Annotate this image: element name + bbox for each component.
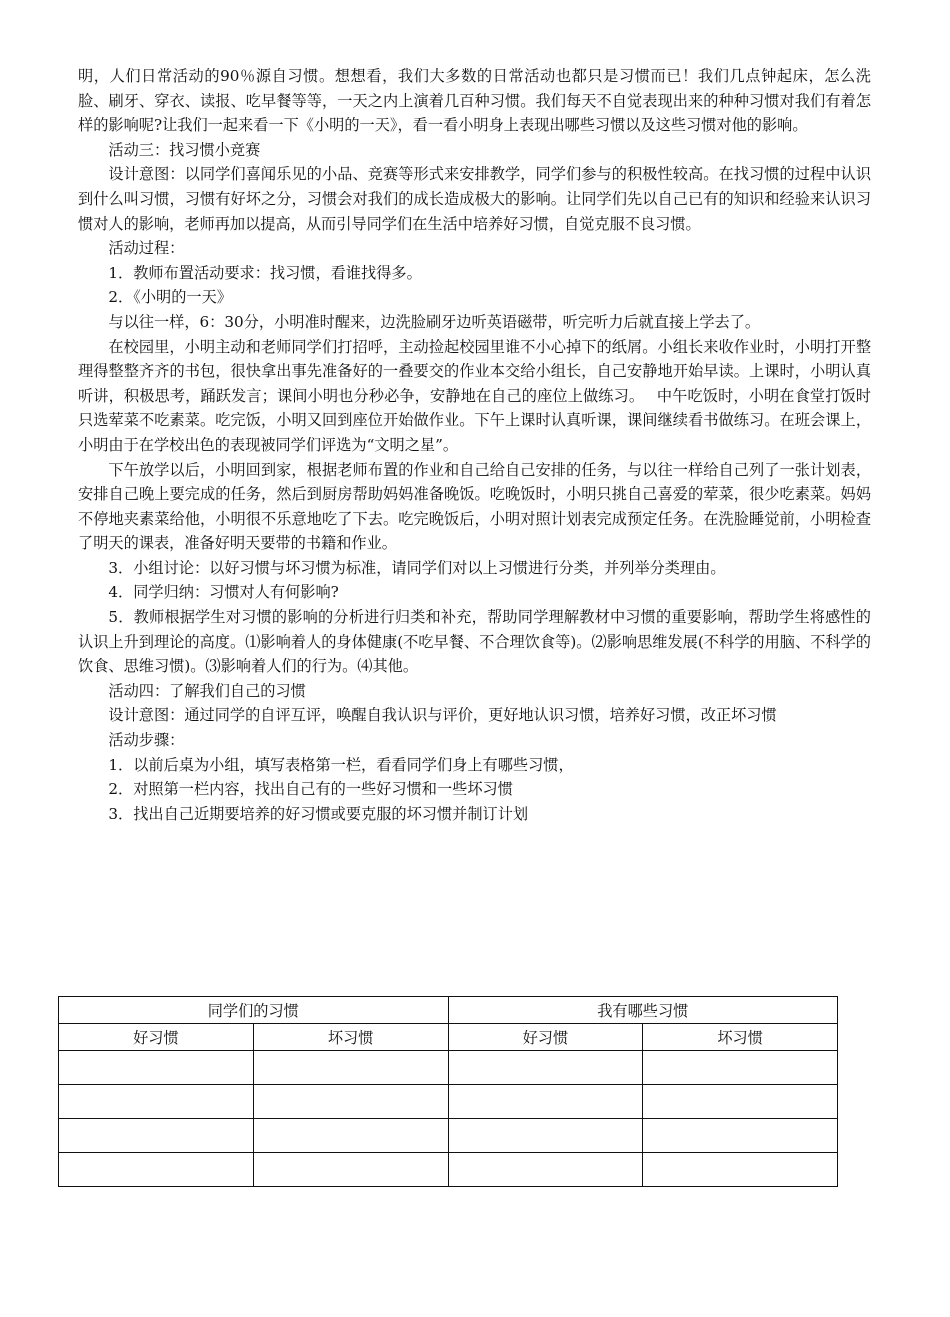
paragraph: 活动步骤： (108, 731, 185, 750)
paragraph: 明，人们日常活动的90％源自习惯。想想看，我们大多数的日常活动也都只是习惯而已！我们几点钟起床，怎么洗脸、刷牙、穿衣、读报、吃早餐等等，一天之内上演着几百种习惯。我们每天不自觉表现出来的种种习惯对我们有着怎样的影响呢?让我们一起来看一下《小明的一天》，看一看小明身上表现出哪些习惯以及这些习惯对他的影响。 (78, 67, 871, 135)
table-cell (253, 1119, 448, 1153)
table-subheader-row (59, 1024, 838, 1051)
table-cell (253, 1051, 448, 1085)
table-subheader: 好习惯 (59, 1024, 254, 1051)
paragraph: 2．《小明的一天》 (108, 288, 232, 307)
paragraph: 活动过程： (108, 239, 185, 258)
table-subheader: 坏习惯 (643, 1024, 838, 1051)
paragraph: 5．教师根据学生对习惯的影响的分析进行归类和补充，帮助同学理解教材中习惯的重要影响，帮助学生将感性的认识上升到理论的高度。⑴影响着人的身体健康(不吃早餐、不合理饮食等)。⑵影响思维发展(不科学的用脑、不科学的饮食、思维习惯)。⑶影响着人们的行为。⑷其他。 (78, 608, 871, 676)
table-cell (643, 1051, 838, 1085)
table-row (59, 1153, 838, 1187)
table-cell (59, 1119, 254, 1153)
paragraph: 2．对照第一栏内容，找出自己有的一些好习惯和一些坏习惯 (108, 780, 513, 799)
table-subheader: 好习惯 (448, 1024, 643, 1051)
table-cell (59, 1085, 254, 1119)
table-cell (448, 1119, 643, 1153)
table-cell (643, 1085, 838, 1119)
table-subheader: 坏习惯 (253, 1024, 448, 1051)
paragraph: 设计意图：通过同学的自评互评，唤醒自我认识与评价，更好地认识习惯，培养好习惯，改正坏习惯 (108, 706, 777, 725)
paragraph: 活动三：找习惯小竞赛 (108, 140, 261, 159)
paragraph: 3．小组讨论：以好习惯与坏习惯为标准，请同学们对以上习惯进行分类，并列举分类理由。 (108, 558, 726, 577)
table-cell (253, 1085, 448, 1119)
table-cell (448, 1051, 643, 1085)
paragraph: 下午放学以后，小明回到家，根据老师布置的作业和自己给自己安排的任务，与以往一样给自己列了一张计划表，安排自己晚上要完成的任务，然后到厨房帮助妈妈准备晚饭。吃晚饭时，小明只挑自己喜爱的荤菜，很少吃素菜。妈妈不停地夹素菜给他，小明很不乐意地吃了下去。吃完晚饭后，小明对照计划表完成预定任务。在洗脸睡觉前，小明检查了明天的课表，准备好明天要带的书籍和作业。 (78, 460, 871, 553)
paragraph: 与以往一样，6：30分，小明准时醒来，边洗脸刷牙边听英语磁带，听完听力后就直接上学去了。 (108, 312, 761, 331)
paragraph: 4．同学归纳：习惯对人有何影响? (108, 583, 339, 602)
paragraph: 1．以前后桌为小组，填写表格第一栏，看看同学们身上有哪些习惯， (108, 755, 574, 774)
paragraph: 活动四：了解我们自己的习惯 (108, 681, 306, 700)
table-cell (643, 1153, 838, 1187)
table-cell (253, 1153, 448, 1187)
table-row (59, 1085, 838, 1119)
paragraph: 设计意图：以同学们喜闻乐见的小品、竞赛等形式来安排教学，同学们参与的积极性较高。在找习惯的过程中认识到什么叫习惯，习惯有好坏之分，习惯会对我们的成长造成极大的影响。让同学们先以自己已有的知识和经验来认识习惯对人的影响，老师再加以提高，从而引导同学们在生活中培养好习惯，自觉克服不良习惯。 (78, 165, 871, 233)
table-cell (643, 1119, 838, 1153)
table-group-header: 我有哪些习惯 (448, 997, 838, 1024)
table-group-header: 同学们的习惯 (59, 997, 449, 1024)
table-row (59, 1119, 838, 1153)
document-body (78, 64, 871, 826)
table-group-header-row (59, 997, 838, 1024)
table-cell (448, 1153, 643, 1187)
table-cell (448, 1085, 643, 1119)
table-row (59, 1051, 838, 1085)
paragraph: 3．找出自己近期要培养的好习惯或要克服的坏习惯并制订计划 (108, 804, 529, 823)
paragraph: 1．教师布置活动要求：找习惯，看谁找得多。 (108, 263, 422, 282)
habit-table (58, 996, 838, 1187)
table-cell (59, 1051, 254, 1085)
paragraph: 在校园里，小明主动和老师同学们打招呼，主动捡起校园里谁不小心掉下的纸屑。小组长来收作业时，小明打开整理得整整齐齐的书包，很快拿出事先准备好的一叠要交的作业本交给小组长，自己安静地开始早读。上课时，小明认真听讲，积极思考，踊跃发言；课间小明也分秒必争，安静地在自己的座位上做练习。 中午吃饭时，小明在食堂打饭时只选荤菜不吃素菜。吃完饭，小明又回到座位开始做作业。下午上课时认真听课，课间继续看书做练习。在班会课上，小明由于在学校出色的表现被同学们评选为“文明之星”。 (78, 337, 871, 454)
table-cell (59, 1153, 254, 1187)
